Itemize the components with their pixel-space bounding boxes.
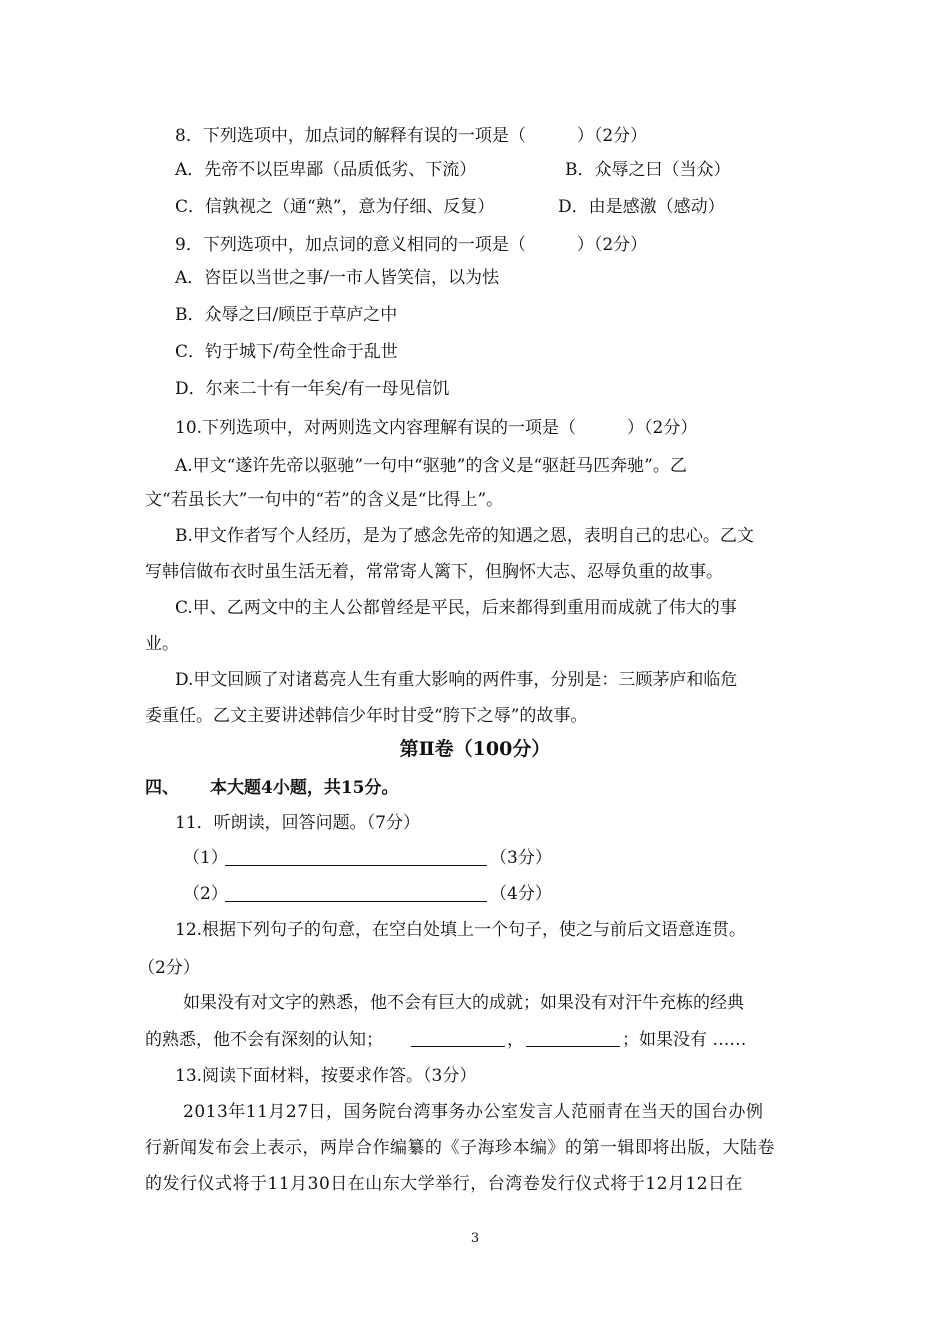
q10-option-a-line1: A.甲文“遂许先帝以驱驰”一句中“驱驰”的含义是“驱赶马匹奔驰”。乙 bbox=[175, 456, 687, 476]
q8-option-a: A．先帝不以臣卑鄙（品质低劣、下流） bbox=[175, 160, 477, 180]
page-number: 3 bbox=[470, 1231, 480, 1246]
q11-part1-number: （1） bbox=[183, 848, 228, 868]
q8-option-b: B．众辱之曰（当众） bbox=[565, 160, 731, 180]
q10-option-c-line2: 业。 bbox=[145, 634, 179, 654]
q9-option-b: B．众辱之曰/顾臣于草庐之中 bbox=[175, 305, 398, 325]
q12-comma: ， bbox=[507, 1030, 524, 1050]
q10-option-d-line1: D.甲文回顾了对诸葛亮人生有重大影响的两件事，分别是：三顾茅庐和临危 bbox=[175, 670, 738, 690]
q12-stem: 12.根据下列句子的句意，在空白处填上一个句子，使之与前后文语意连贯。 bbox=[175, 920, 747, 940]
part-2-title: 第Ⅱ卷（100分） bbox=[399, 738, 551, 760]
q12-text-line1: 如果没有对文字的熟悉，他不会有巨大的成就；如果没有对汗牛充栋的经典 bbox=[183, 993, 744, 1013]
q12-score: （2分） bbox=[138, 958, 200, 978]
q11-stem: 11．听朗读，回答问题。（7分） bbox=[175, 813, 420, 833]
q9-option-d: D．尔来二十有一年矣/有一母见信饥 bbox=[175, 379, 450, 399]
q12-answer-blank-1[interactable] bbox=[411, 1028, 505, 1047]
q10-option-c-line1: C.甲、乙两文中的主人公都曾经是平民，后来都得到重用而成就了伟大的事 bbox=[175, 598, 737, 618]
q11-part2-answer-blank[interactable] bbox=[225, 883, 487, 902]
q12-answer-blank-2[interactable] bbox=[526, 1028, 620, 1047]
q13-paragraph-line2: 行新闻发布会上表示，两岸合作编纂的《子海珍本编》的第一辑即将出版，大陆卷 bbox=[145, 1138, 775, 1158]
q11-part2-score: （4分） bbox=[490, 884, 552, 904]
q9-option-c: C．钓于城下/苟全性命于乱世 bbox=[175, 342, 398, 362]
q10-option-b-line1: B.甲文作者写个人经历，是为了感念先帝的知遇之恩，表明自己的忠心。乙文 bbox=[175, 526, 754, 546]
q12-text-line2b: ；如果没有 …… bbox=[622, 1030, 747, 1050]
q9-stem: 9．下列选项中，加点词的意义相同的一项是（ ）（2分） bbox=[175, 235, 648, 255]
q8-option-d: D．由是感激（感动） bbox=[558, 197, 725, 217]
section-4-number: 四、 bbox=[145, 778, 179, 798]
q11-part1-answer-blank[interactable] bbox=[225, 847, 487, 866]
q8-stem: 8．下列选项中，加点词的解释有误的一项是（ ）（2分） bbox=[175, 126, 648, 146]
q13-paragraph-line1: 2013年11月27日，国务院台湾事务办公室发言人范丽青在当天的国台办例 bbox=[183, 1102, 764, 1122]
q8-option-c: C．信孰视之（通“熟”，意为仔细、反复） bbox=[175, 197, 495, 217]
q12-text-line2a: 的熟悉，他不会有深刻的认知； bbox=[145, 1030, 383, 1050]
q10-stem: 10.下列选项中，对两则选文内容理解有误的一项是（ ）（2分） bbox=[175, 418, 698, 438]
q10-option-d-line2: 委重任。乙文主要讲述韩信少年时甘受“胯下之辱”的故事。 bbox=[145, 706, 588, 726]
q13-paragraph-line3: 的发行仪式将于11月30日在山东大学举行，台湾卷发行仪式将于12月12日在 bbox=[145, 1174, 744, 1194]
q11-part1-score: （3分） bbox=[490, 848, 552, 868]
q9-option-a: A．咨臣以当世之事/一市人皆笑信，以为怯 bbox=[175, 268, 500, 288]
q11-part2-number: （2） bbox=[183, 884, 228, 904]
q13-stem: 13.阅读下面材料，按要求作答。（3分） bbox=[175, 1066, 477, 1086]
q10-option-a-line2: 文“若虽长大”一句中的“若”的含义是“比得上”。 bbox=[145, 490, 504, 510]
q10-option-b-line2: 写韩信做布衣时虽生活无着，常常寄人篱下，但胸怀大志、忍辱负重的故事。 bbox=[145, 562, 723, 582]
section-4-title: 本大题4小题，共15分。 bbox=[210, 778, 399, 798]
